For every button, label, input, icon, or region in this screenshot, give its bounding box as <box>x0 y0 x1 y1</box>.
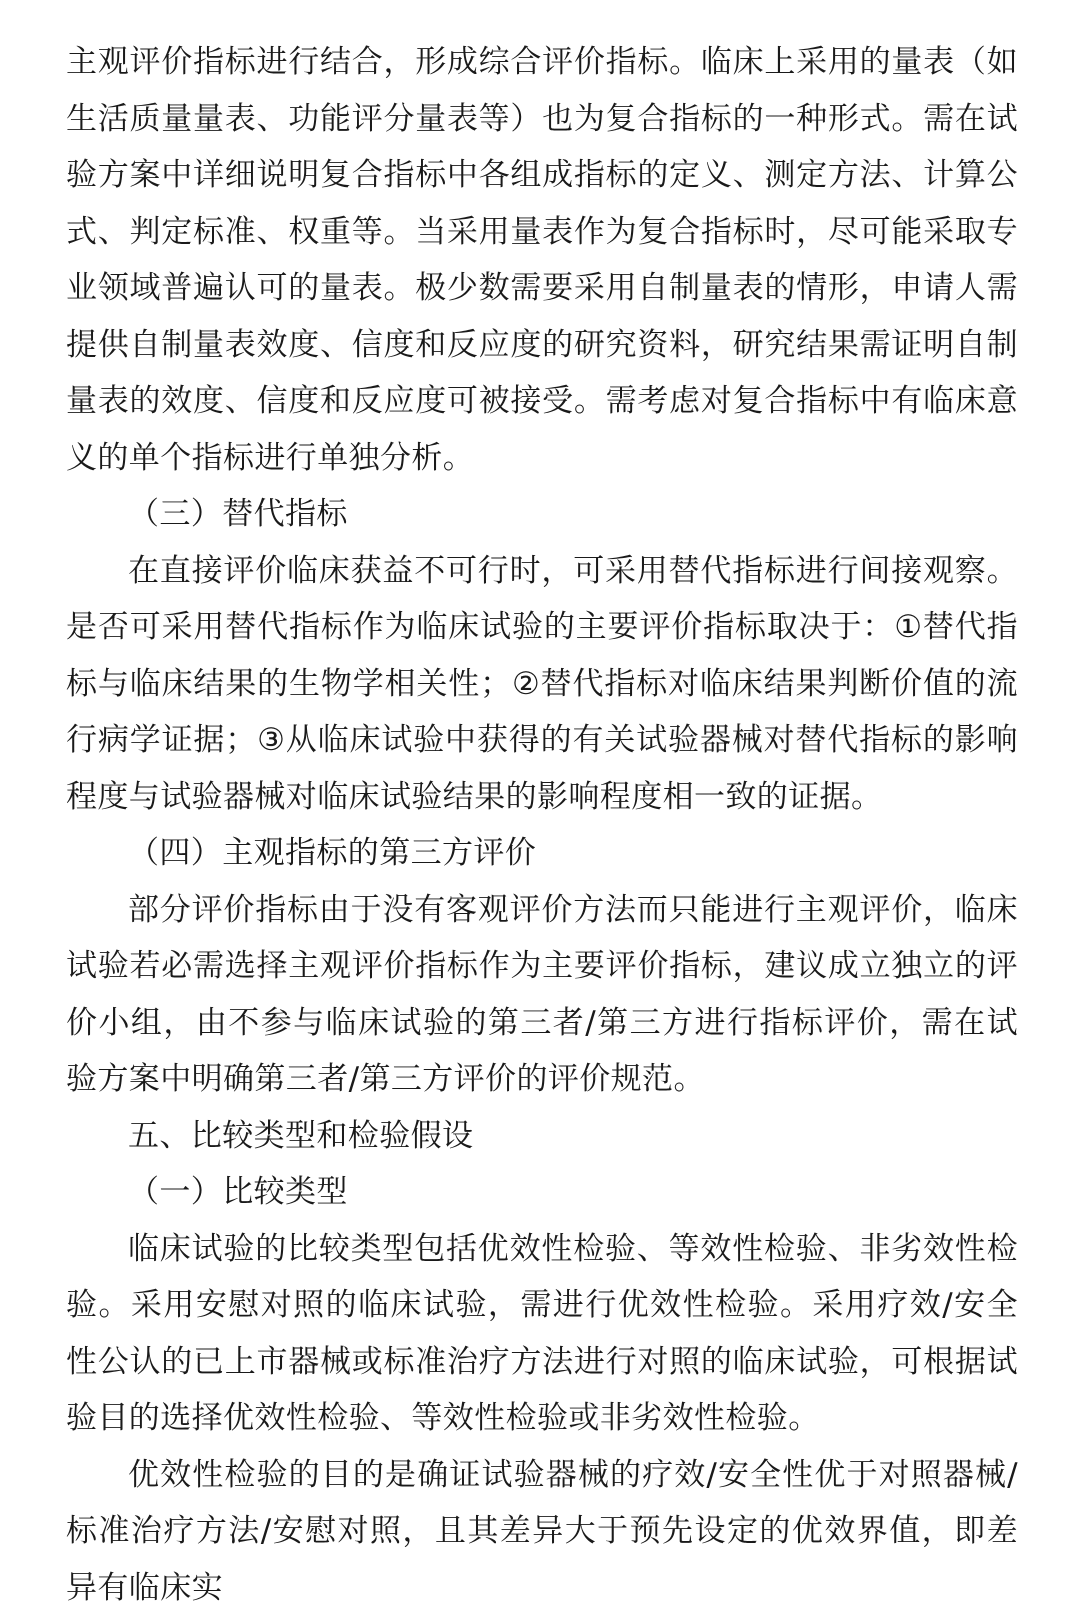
section-heading-third-party-evaluation: （四）主观指标的第三方评价 <box>66 825 1018 882</box>
paragraph-third-party-evaluation: 部分评价指标由于没有客观评价方法而只能进行主观评价，临床试验若必需选择主观评价指标作为主要评价指标，建议成立独立的评价小组，由不参与临床试验的第三者/第三方进行指标评价，需在试验方案中明确第三者/第三方评价的评价规范。 <box>66 882 1018 1108</box>
paragraph-composite-indicators: 主观评价指标进行结合，形成综合评价指标。临床上采用的量表（如生活质量量表、功能评分量表等）也为复合指标的一种形式。需在试验方案中详细说明复合指标中各组成指标的定义、测定方法、计算公式、判定标准、权重等。当采用量表作为复合指标时，尽可能采取专业领域普遍认可的量表。极少数需要采用自制量表的情形，申请人需提供自制量表效度、信度和反应度的研究资料，研究结果需证明自制量表的效度、信度和反应度可被接受。需考虑对复合指标中有临床意义的单个指标进行单独分析。 <box>66 34 1018 486</box>
paragraph-superiority-test: 优效性检验的目的是确证试验器械的疗效/安全性优于对照器械/标准治疗方法/安慰对照，且其差异大于预先设定的优效界值，即差异有临床实 <box>66 1447 1018 1616</box>
chapter-heading-comparison-hypothesis: 五、比较类型和检验假设 <box>66 1108 1018 1165</box>
section-heading-comparison-types: （一）比较类型 <box>66 1164 1018 1221</box>
section-heading-surrogate-indicators: （三）替代指标 <box>66 486 1018 543</box>
document-page <box>66 34 1018 1616</box>
paragraph-surrogate-indicators: 在直接评价临床获益不可行时，可采用替代指标进行间接观察。是否可采用替代指标作为临床试验的主要评价指标取决于：①替代指标与临床结果的生物学相关性；②替代指标对临床结果判断价值的流行病学证据；③从临床试验中获得的有关试验器械对替代指标的影响程度与试验器械对临床试验结果的影响程度相一致的证据。 <box>66 543 1018 826</box>
paragraph-comparison-types: 临床试验的比较类型包括优效性检验、等效性检验、非劣效性检验。采用安慰对照的临床试验，需进行优效性检验。采用疗效/安全性公认的已上市器械或标准治疗方法进行对照的临床试验，可根据试验目的选择优效性检验、等效性检验或非劣效性检验。 <box>66 1221 1018 1447</box>
